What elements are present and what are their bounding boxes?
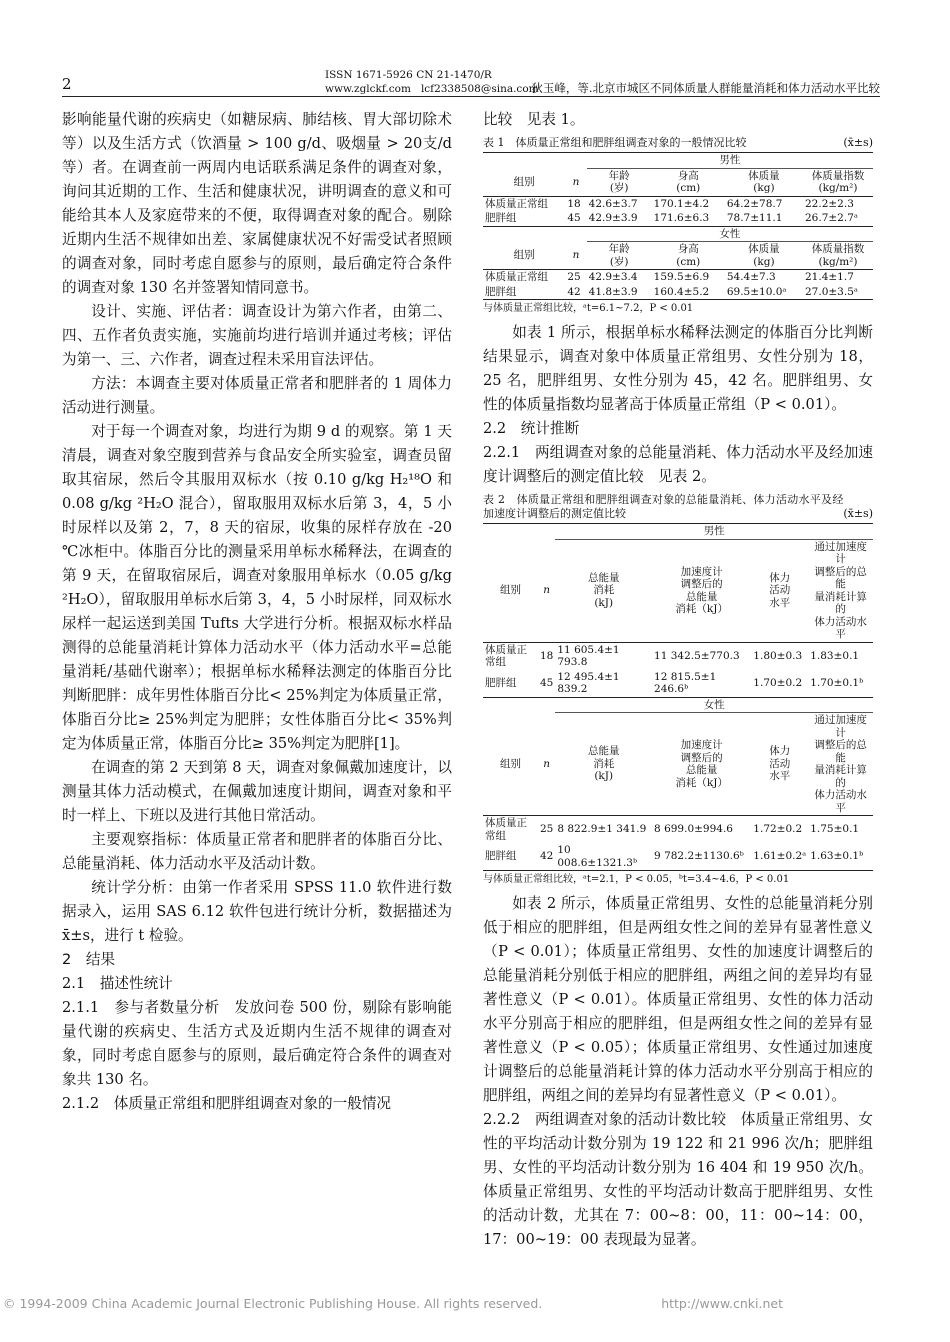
sex-group-label: 女性 (555, 697, 873, 713)
row-group: 体质量正常组 (485, 643, 527, 668)
table-cell: 9 782.2±1130.6ᵇ (652, 843, 751, 871)
table-sex-row (483, 153, 873, 169)
table-cell: 1.61±0.2ᵃ (751, 843, 808, 871)
table-cell: 1.63±0.1ᵇ (808, 843, 873, 871)
table-cell: 21.4±1.7 (805, 271, 854, 283)
paragraph: 方法：本调查主要对体质量正常者和肥胖者的 1 周体力活动进行测量。 (62, 375, 452, 416)
table-cell: 1.75±0.1 (810, 823, 860, 836)
column-header: 总能量 消耗 (kJ) (555, 713, 652, 816)
table-cell: 171.6±6.3 (652, 211, 725, 226)
journal-email[interactable]: lcf2338508@sina.com (420, 83, 539, 95)
section-heading: 2 结果 (62, 951, 116, 968)
paragraph: 2.2.2 两组调查对象的活动计数比较 体质量正常组男、女性的平均活动计数分别为 19 122 和 21 996 次/h；肥胖组男、女性的平均活动计数分别为 16 404 和 19 950 次/h。体质量正常组男、女性的平均活动计数高于肥胖组男、女性的活动计数，尤其在 7：00~8：00，11：00~14：00，17：00~19：00 表现最为显著。 (483, 1111, 873, 1248)
table-cell: 8 699.0±994.6 (654, 823, 733, 836)
row-n: 42 (538, 843, 555, 871)
table-row (483, 642, 873, 670)
sex-group-label: 男性 (555, 524, 873, 540)
row-group: 体质量正常组 (485, 197, 548, 210)
paragraph: 如表 1 所示，根据单标水稀释法测定的体脂百分比判断结果显示，调查对象中体质量正常组男、女性分别为 18，25 名，肥胖组男、女性分别为 45，42 名。肥胖组男、女性的体质量指数均显著高于体质量正常组（P < 0.01）。 (483, 324, 873, 413)
table-sex-row (483, 226, 873, 242)
table-cell: 26.7±2.7ᵃ (803, 211, 873, 226)
paragraph: 2.2.1 两组调查对象的总能量消耗、体力活动水平及经加速度计调整后的测定值比较 见表 2。 (483, 444, 873, 485)
column-header: 体质量指数 (kg/m²) (803, 168, 873, 196)
table-cell: 10 008.6±1321.3ᵇ (555, 843, 652, 871)
table1-note: 与体质量正常组比较，ᵃt=6.1~7.2，P < 0.01 (483, 303, 694, 314)
column-header: 身高 (cm) (652, 168, 725, 196)
table-cell (483, 697, 555, 713)
table-cell: 41.8±3.9 (587, 285, 652, 300)
column-header: n (538, 539, 555, 642)
table-cell: 1.70±0.2 (751, 670, 808, 698)
row-group: 肥胖组 (483, 670, 538, 698)
column-header: 通过加速度计 调整后的总能 量消耗计算的 体力活动水平 (808, 713, 873, 816)
column-header: 通过加速度计 调整后的总能 量消耗计算的 体力活动水平 (808, 539, 873, 642)
table-cell (483, 153, 587, 169)
column-header: 体质量指数 (kg/m²) (803, 242, 873, 270)
table-cell: 8 822.9±1 341.9 (557, 823, 647, 836)
table1-unit: (x̄±s) (843, 136, 873, 149)
row-n: 25 (540, 823, 554, 836)
row-n: 18 (567, 197, 581, 210)
table2-unit: (x̄±s) (843, 507, 873, 520)
table2 (483, 523, 873, 871)
table2-note: 与体质量正常组比较，ᵃt=2.1，P < 0.05，ᵇt=3.4~4.6，P < 0.01 (483, 874, 790, 885)
table-cell: 1.80±0.3 (753, 649, 803, 662)
table-cell: 42.6±3.7 (588, 197, 638, 210)
paragraph: 如表 2 所示，体质量正常组男、女性的总能量消耗分别低于相应的肥胖组，但是两组女性之间的差异有显著性意义（P < 0.01）；体质量正常组男、女性的加速度计调整后的总能量消耗分别低于相应的肥胖组，两组之间的差异均有显著性意义（P < 0.01）。体质量正常组男、女性的体力活动水平分别高于相应的肥胖组，但是两组女性之间的差异有显著性意义（P < 0.05）；体质量正常组男、女性通过加速度计调整后的总能量消耗计算的体力活动水平分别高于相应的肥胖组，两组之间的差异均有显著性意义（P < 0.01）。 (483, 895, 873, 1104)
column-header: 体力 活动 水平 (751, 539, 808, 642)
column-header: 体力 活动 水平 (751, 713, 808, 816)
table-row (483, 670, 873, 698)
paragraph: 2.1.2 体质量正常组和肥胖组调查对象的一般情况 (62, 1095, 392, 1112)
right-bottom-text (483, 892, 873, 1252)
paragraph: 影响能量代谢的疾病史（如糖尿病、肺结核、胃大部切除术等）以及生活方式（饮酒量 > 100 g/d、吸烟量 > 20支/d 等）者。在调查前一两周内电话联系满足条件的调查对象，询问其近期的工作、生活和健康状况，讲明调查的意义和可能给其本人及家庭带来的不便，取得调查对象的配合。剔除近期内生活不规律如出差、家属健康状况不好需受试者照顾的调查对象，同时考虑自愿参与的原则，最后确定符合条件的调查对象 130 名并签署知情同意书。 (62, 111, 452, 296)
row-group: 肥胖组 (483, 285, 565, 300)
row-n: 45 (538, 670, 555, 698)
table-cell: 1.83±0.1 (810, 649, 860, 662)
subsection-heading: 2.2 统计推断 (483, 420, 580, 437)
header-rule (62, 96, 880, 97)
paragraph: 2.1.1 参与者数量分析 发放问卷 500 份，剔除有影响能量代谢的疾病史、生活方式及近期内生活不规律的调查对象，同时考虑自愿参与的原则，最后确定符合条件的调查对象共 130 名。 (62, 999, 452, 1088)
right-column (483, 108, 873, 1252)
journal-info (325, 68, 539, 96)
row-group: 体质量正常组 (485, 271, 548, 283)
table-cell: 78.7±11.1 (725, 211, 803, 226)
subsection-heading: 2.1 描述性统计 (62, 975, 173, 992)
issn: ISSN 1671-5926 CN 21-1470/R (325, 69, 492, 81)
table-row (483, 211, 873, 226)
column-header: n (565, 242, 586, 270)
table-cell: 27.0±3.5ᵃ (803, 285, 873, 300)
column-header: 体质量 (kg) (725, 242, 803, 270)
cnki-link[interactable]: http://www.cnki.net (661, 1296, 783, 1311)
column-header: n (565, 168, 586, 196)
row-n: 18 (540, 649, 554, 662)
column-header: 组别 (483, 168, 565, 196)
table-sex-row (483, 524, 873, 540)
table-header-row (483, 168, 873, 196)
column-header: 加速度计 调整后的 总能量 消耗（kJ） (652, 539, 751, 642)
table-cell: 11 605.4±1 793.8 (557, 643, 620, 668)
column-header: 身高 (cm) (652, 242, 725, 270)
table-cell: 69.5±10.0ᵃ (725, 285, 803, 300)
column-header: n (538, 713, 555, 816)
table2-caption (483, 493, 873, 521)
table-sex-row (483, 697, 873, 713)
left-column (62, 108, 452, 1116)
paragraph: 主要观察指标：体质量正常者和肥胖者的体脂百分比、总能量消耗、体力活动水平及活动计数。 (62, 831, 452, 872)
row-n: 42 (565, 285, 586, 300)
paragraph: 设计、实施、评估者：调查设计为第六作者，由第二、四、五作者负责实施，实施前均进行培训并通过考核；评估为第一、三、六作者，调查过程未采用盲法评估。 (62, 303, 452, 368)
table-cell: 12 495.4±1 839.2 (555, 670, 652, 698)
row-n: 45 (565, 211, 586, 226)
column-header: 组别 (483, 242, 565, 270)
table-cell: 170.1±4.2 (653, 197, 710, 210)
table1 (483, 152, 873, 300)
table-cell (483, 226, 587, 242)
table-row (483, 196, 873, 211)
row-n: 25 (567, 271, 581, 283)
paragraph: 在调查的第 2 天到第 8 天，调查对象佩戴加速度计，以测量其体力活动模式，在佩戴加速度计期间，调查对象和平时一样上、下班以及进行其他日常活动。 (62, 759, 452, 824)
column-header: 年龄 (岁) (587, 242, 652, 270)
running-title: 狄玉峰，等.北京市城区不同体质量人群能量消耗和体力活动水平比较 (531, 81, 880, 95)
column-header: 体质量 (kg) (725, 168, 803, 196)
table-cell (483, 524, 555, 540)
sex-group-label: 男性 (587, 153, 873, 169)
column-header: 总能量 消耗 (kJ) (555, 539, 652, 642)
table-cell: 11 342.5±770.3 (654, 649, 740, 662)
column-header: 年龄 (岁) (587, 168, 652, 196)
table-cell: 159.5±6.9 (653, 271, 710, 283)
page-number: 2 (62, 75, 72, 93)
row-group: 肥胖组 (483, 843, 538, 871)
row-group: 体质量正常组 (485, 817, 527, 842)
table-cell: 42.9±3.9 (587, 211, 652, 226)
table-header-row (483, 713, 873, 816)
right-top-text: 比较 见表 1。 (483, 111, 585, 128)
table1-title: 表 1 体质量正常组和肥胖组调查对象的一般情况比较 (483, 136, 747, 149)
column-header: 加速度计 调整后的 总能量 消耗（kJ） (652, 713, 751, 816)
paragraph: 对于每一个调查对象，均进行为期 9 d 的观察。第 1 天清晨，调查对象空腹到营养与食品安全所实验室，调查员留取其宿尿，然后令其服用双标水（按 0.10 g/kg H₂¹⁸O 和 0.08 g/kg ²H₂O 混合），留取服用双标水后第 3，4，5 小时尿样以及第 2，7，8 天的宿尿，收集的尿样存放在 -20 ℃冰柜中。体脂百分比的测量采用单标水稀释法，在调查的第 9 天，在留取宿尿后，调查对象服用单标水（0.05 g/kg ²H₂O），留取服用单标水后第 3，4，5 小时尿样，同双标水尿样一起运送到美国 Tufts 大学进行分析。根据双标水样品测得的总能量消耗计算体力活动水平（体力活动水平=总能量消耗/基础代谢率）；根据单标水稀释法测定的体脂百分比判断肥胖：成年男性体脂百分比< 25%判定为体质量正常，体脂百分比≥ 25%判定为肥胖；女性体脂百分比< 35%判定为体质量正常，体脂百分比≥ 35%判定为肥胖[1]。 (62, 423, 452, 752)
table-cell: 64.2±78.7 (726, 197, 783, 210)
table-cell: 42.9±3.4 (588, 271, 638, 283)
column-header: 组别 (483, 539, 538, 642)
journal-website[interactable]: www.zglckf.com (325, 83, 411, 95)
table-cell: 54.4±7.3 (726, 271, 776, 283)
column-header: 组别 (483, 713, 538, 816)
paragraph: 统计学分析：由第一作者采用 SPSS 11.0 软件进行数据录入，运用 SAS 6.12 软件包进行统计分析，数据描述为 x̄±s，进行 t 检验。 (62, 879, 452, 944)
table-row (483, 843, 873, 871)
row-group: 肥胖组 (483, 211, 565, 226)
sex-group-label: 女性 (587, 226, 873, 242)
table-row (483, 816, 873, 844)
table-cell: 1.70±0.1ᵇ (808, 670, 873, 698)
table-cell: 160.4±5.2 (652, 285, 725, 300)
table2-title: 表 2 体质量正常组和肥胖组调查对象的总能量消耗、体力活动水平及经加速度计调整后的测定值比较 (483, 493, 844, 520)
table1-caption (483, 136, 873, 150)
table-row (483, 270, 873, 285)
table-cell: 1.72±0.2 (753, 823, 803, 836)
table-header-row (483, 242, 873, 270)
copyright-notice: © 1994-2009 China Academic Journal Electronic Publishing House. All rights reserved. (3, 1296, 543, 1311)
table-header-row (483, 539, 873, 642)
table-cell: 12 815.5±1 246.6ᵇ (652, 670, 751, 698)
table-row (483, 285, 873, 300)
right-mid-text (483, 321, 873, 489)
table-cell: 22.2±2.3 (805, 197, 854, 210)
